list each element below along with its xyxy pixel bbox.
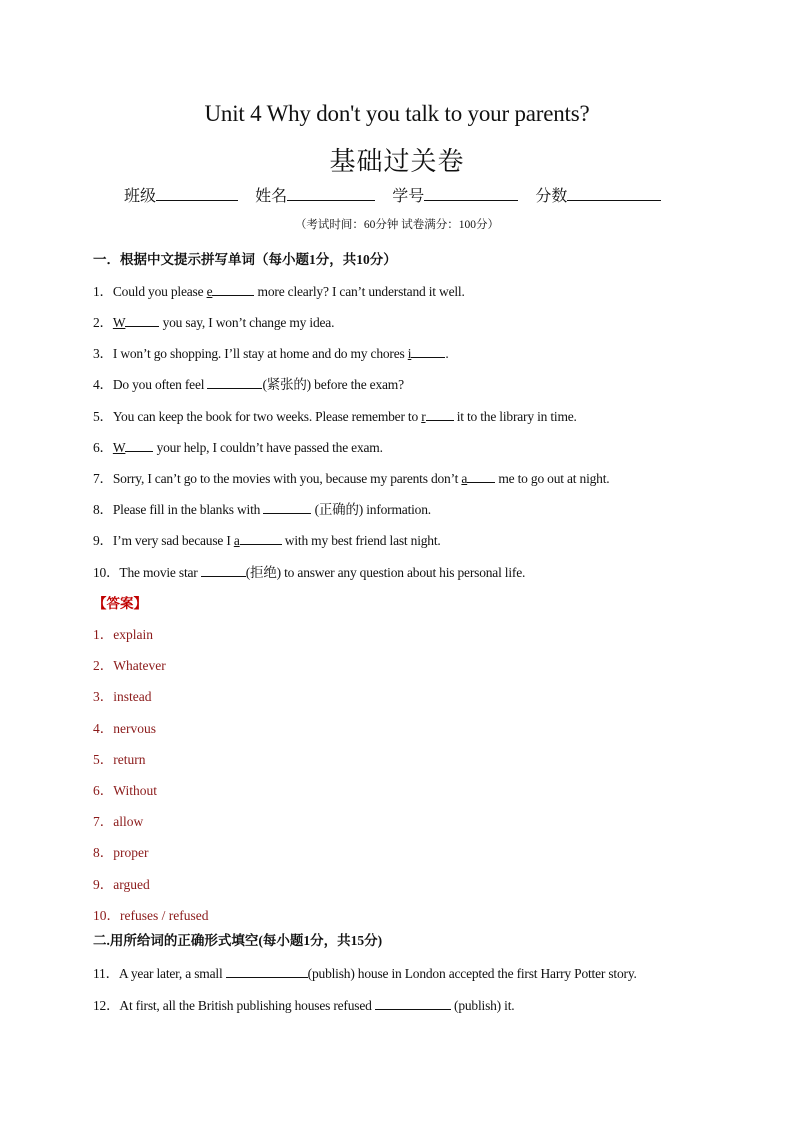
answer-item: 7．allow (93, 814, 144, 829)
hint-letter: e (206, 284, 213, 299)
class-blank[interactable] (156, 186, 238, 201)
answer-blank[interactable] (125, 439, 153, 452)
answer-item: 4．nervous (93, 721, 156, 736)
hint-letter: W (112, 440, 126, 455)
hint-letter: i (407, 346, 412, 361)
page-title: Unit 4 Why don't you talk to your parents? (204, 101, 590, 126)
number-field[interactable] (392, 186, 518, 205)
answer-item: 10．refuses / refused (93, 908, 209, 923)
answer-blank[interactable] (226, 965, 308, 978)
answer-blank[interactable] (207, 376, 262, 389)
exam-note: （考试时间：60分钟 试卷满分：100分） (294, 219, 500, 231)
question-3: 3．I won’t go shopping. I’ll stay at home and do my chores i . (93, 346, 449, 361)
student-info-row (124, 183, 673, 206)
name-field[interactable] (255, 186, 375, 205)
answer-blank[interactable] (426, 408, 454, 421)
number-label: 学号 (392, 186, 425, 205)
answer-item: 9．argued (93, 877, 150, 892)
section1-heading: 一．根据中文提示拼写单词（每小题1分，共10分） (93, 252, 397, 267)
question-5: 5．You can keep the book for two weeks. Please remember to r it to the library in time. (93, 409, 577, 424)
hint-letter: a (461, 471, 468, 486)
number-blank[interactable] (424, 186, 518, 201)
page-subtitle: 基础过关卷 (329, 147, 465, 177)
class-field[interactable] (124, 186, 238, 205)
question-7: 7．Sorry, I can’t go to the movies with you, because my parents don’t a me to go out at night. (93, 471, 610, 486)
question-2: 2．W you say, I won’t change my idea. (93, 315, 335, 330)
question-6: 6．W your help, I couldn’t have passed the exam. (93, 440, 383, 455)
answer-blank[interactable] (375, 997, 451, 1010)
name-label: 姓名 (255, 186, 288, 205)
section2-heading: 二.用所给词的正确形式填空(每小题1分，共15分) (93, 933, 383, 948)
question-10: 10．The movie star (拒绝) to answer any question about his personal life. (93, 565, 526, 580)
answer-blank[interactable] (212, 283, 254, 296)
question-1: 1．Could you please e more clearly? I can’t understand it well. (93, 284, 465, 299)
question-11: 11．A year later, a small (publish) house in London accepted the first Harry Potter story. (93, 966, 637, 981)
answer-item: 1．explain (93, 627, 153, 642)
answer-item: 6．Without (93, 783, 157, 798)
hint-letter: r (421, 409, 426, 424)
score-blank[interactable] (567, 186, 661, 201)
question-8: 8．Please fill in the blanks with (正确的) information. (93, 502, 431, 517)
hint-letter: W (112, 315, 126, 330)
answer-blank[interactable] (201, 564, 246, 577)
answer-label: 【答案】 (93, 596, 147, 611)
answer-blank[interactable] (263, 501, 311, 514)
answer-item: 3．instead (93, 689, 152, 704)
question-9: 9．I’m very sad because I a with my best friend last night. (93, 533, 441, 548)
score-label: 分数 (535, 186, 568, 205)
answer-blank[interactable] (467, 470, 495, 483)
answer-blank[interactable] (240, 532, 282, 545)
answer-item: 5．return (93, 752, 146, 767)
answer-blank[interactable] (125, 314, 159, 327)
hint-letter: a (233, 533, 240, 548)
name-blank[interactable] (287, 186, 375, 201)
class-label: 班级 (124, 186, 157, 205)
score-field[interactable] (535, 186, 661, 205)
answer-item: 8．proper (93, 845, 149, 860)
question-12: 12．At first, all the British publishing houses refused (publish) it. (93, 998, 515, 1013)
answer-item: 2．Whatever (93, 658, 166, 673)
answer-blank[interactable] (411, 345, 445, 358)
question-4: 4．Do you often feel (紧张的) before the exam? (93, 377, 404, 392)
